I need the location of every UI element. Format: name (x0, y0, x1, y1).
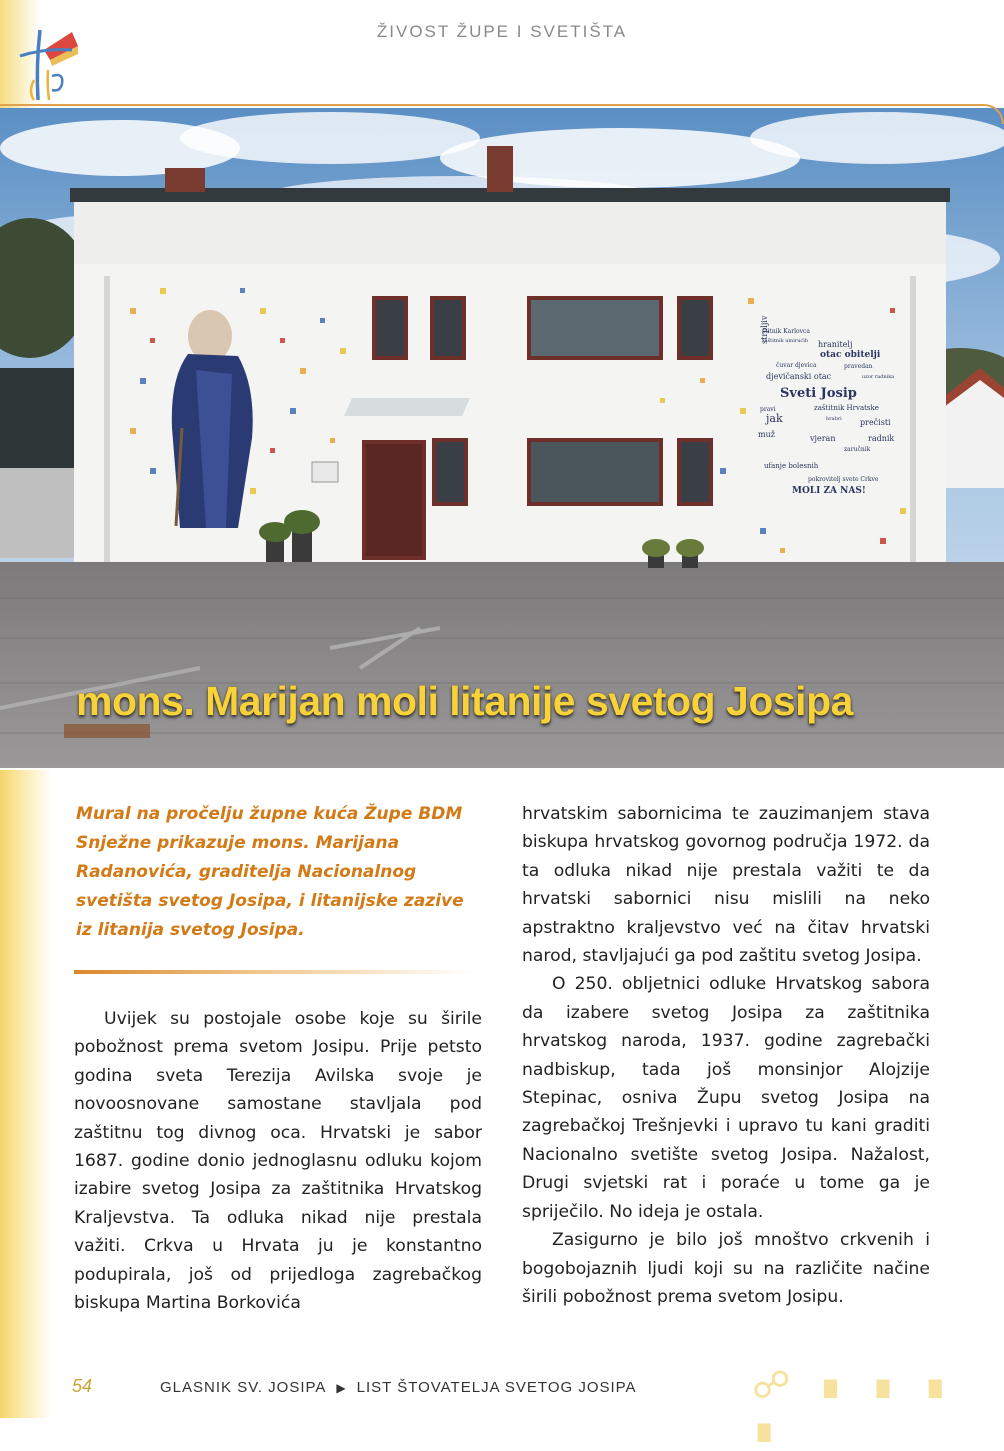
photo-frame (0, 104, 1004, 124)
mural-word: zaručnik (844, 446, 871, 453)
mural-words (758, 310, 908, 510)
right-column (522, 800, 930, 1311)
paragraph: O 250. obljetnici odluke Hrvatskog sabora da izabere svetog Josipa za zaštitnika hrvatskog naroda, 1937. godine zagrebački nadbiskup, tada još monsinjor Alojzije Stepinac, osniva Župu svetog Josipa na zagrebačkoj Trešnjevki i upravo tu kani graditi Nacionalno svetište svetog Josipa. Nažalost, Drugi svjetski rat i poraće u tome ga je spriječilo. No ideja je ostala. (522, 974, 930, 1222)
mural-word: hranitelj (818, 340, 853, 349)
page-number: 54 (72, 1376, 93, 1396)
mural-word: MOLI ZA NAS! (792, 486, 866, 496)
footer (160, 1379, 637, 1396)
left-decor-strip (0, 770, 52, 1418)
mural-word: zaštitnik umirućih (762, 338, 809, 344)
mural-word: vjeran (810, 434, 836, 443)
mural-word: hrabri (826, 416, 842, 422)
article-title: mons. Marijan moli litanije svetog Josipa (76, 678, 853, 724)
mural-word: pravi (760, 406, 776, 413)
paragraph: hrvatskim sabornicima te zauzimanjem stava biskupa hrvatskog govornog područja 1972. da ta odluka nikad nije prestala važiti te da hrvatski sabornici nisu mislili na neko apstraktno kraljevstvo već na čitav hrvatski narod, stavljajući ga pod zaštitu svetog Josipa. (522, 804, 930, 967)
mural-word: čuvar djevica (776, 362, 817, 369)
mural-word: muž (758, 430, 775, 439)
mural-word: jak (766, 412, 783, 425)
mural-word: djevičanski otac (766, 372, 832, 381)
mural-word: strpljiv (760, 315, 769, 344)
mural-word: otac obitelji (820, 350, 881, 360)
triangle-right-icon: ▶ (336, 1381, 347, 1395)
mural-word: pokrovitelj svete Crkve (808, 476, 879, 483)
mural-word: uzor radnika (862, 374, 895, 380)
publication-name: GLASNIK SV. JOSIPA (160, 1379, 327, 1396)
mural-word: radnik (868, 434, 895, 443)
publication-subtitle: LIST ŠTOVATELJA SVETOG JOSIPA (356, 1379, 637, 1396)
mural-word: Sveti Josip (780, 386, 857, 401)
paragraph: Uvijek su postojale osobe koje su širile pobožnost prema svetom Josipu. Prije petsto godina sveta Terezija Avilska svoje je novoosnovane samostane stavljala pod zaštitnu tog divnog oca. Hrvatski je sabor 1687. godine donio jednoglasnu odluku kojom izabire svetog Josipa za zaštitnika Hrvatskog Kraljevstva. Ta odluka nikad nije prestala važiti. Crkva u Hrvata ju je konstantno podupirala, još od prijedloga zagrebačkog biskupa Martina Borkovića (74, 1009, 482, 1314)
intro-divider (74, 970, 474, 974)
left-column (74, 1005, 482, 1317)
article-intro: Mural na pročelju župne kuća Župe BDM Snježne prikazuje mons. Marijana Radanovića, graditelja Nacionalnog svetišta svetog Josipa, i litanijske zazive iz litanija svetog Josipa. (76, 804, 464, 940)
paragraph: Zasigurno je bilo još mnoštvo crkvenih i bogobojaznih ljudi koji su na različite načine širili pobožnost prema svetom Josipu. (522, 1230, 930, 1307)
mural-word: pravedan (844, 363, 873, 370)
mural-word: štitnik Karlovca (762, 328, 810, 335)
mural-word: zaštitnik Hrvatske (814, 404, 879, 412)
section-title: ŽIVOST ŽUPE I SVETIŠTA (376, 22, 628, 41)
decorative-glyphs: ☍ ∎ ∎ ∎ ∎ (752, 1363, 956, 1451)
mural-word: prečisti (860, 418, 891, 427)
mural-word: ufanje bolesnih (764, 462, 819, 470)
